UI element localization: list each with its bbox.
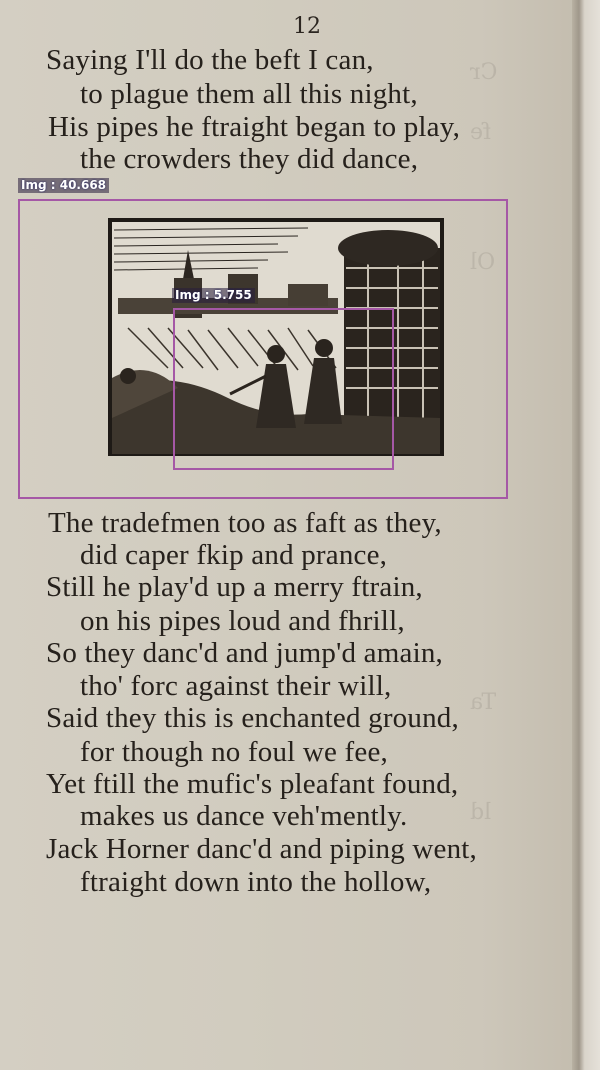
verse-line: for though no foul we fee, bbox=[80, 736, 389, 768]
verse-line: Jack Horner danc'd and piping went, bbox=[46, 833, 477, 865]
verse-line: to plague them all this night, bbox=[80, 78, 418, 110]
verse-line: on his pipes loud and fhrill, bbox=[80, 605, 405, 637]
show-through-text: Ol bbox=[470, 250, 496, 275]
verse-line: His pipes he ftraight began to play, bbox=[48, 111, 461, 143]
verse-line: ftraight down into the hollow, bbox=[80, 866, 432, 898]
page-number: 12 bbox=[293, 14, 321, 39]
verse-line: did caper fkip and prance, bbox=[80, 539, 388, 571]
verse-line: Yet ftill the mufic's pleafant found, bbox=[46, 768, 459, 800]
detection-box[interactable] bbox=[173, 308, 394, 470]
verse-line: Still he play'd up a merry ftrain, bbox=[46, 571, 423, 603]
show-through-text: Ta bbox=[470, 690, 497, 715]
show-through-text: ld bbox=[470, 800, 492, 825]
show-through-text: fe bbox=[470, 120, 492, 145]
show-through-text: Cr bbox=[470, 60, 498, 85]
verse-line: Said they this is enchanted ground, bbox=[46, 702, 459, 734]
verse-line: The tradefmen too as faft as they, bbox=[48, 507, 442, 539]
detection-label: Img : 40.668 bbox=[18, 178, 109, 193]
verse-line: makes us dance veh'mently. bbox=[80, 800, 408, 832]
verse-line: Saying I'll do the beft I can, bbox=[46, 44, 374, 76]
detection-label: Img : 5.755 bbox=[172, 288, 255, 303]
verse-line: the crowders they did dance, bbox=[80, 143, 419, 175]
verse-line: So they danc'd and jump'd amain, bbox=[46, 637, 443, 669]
verse-line: tho' forc against their will, bbox=[80, 670, 392, 702]
